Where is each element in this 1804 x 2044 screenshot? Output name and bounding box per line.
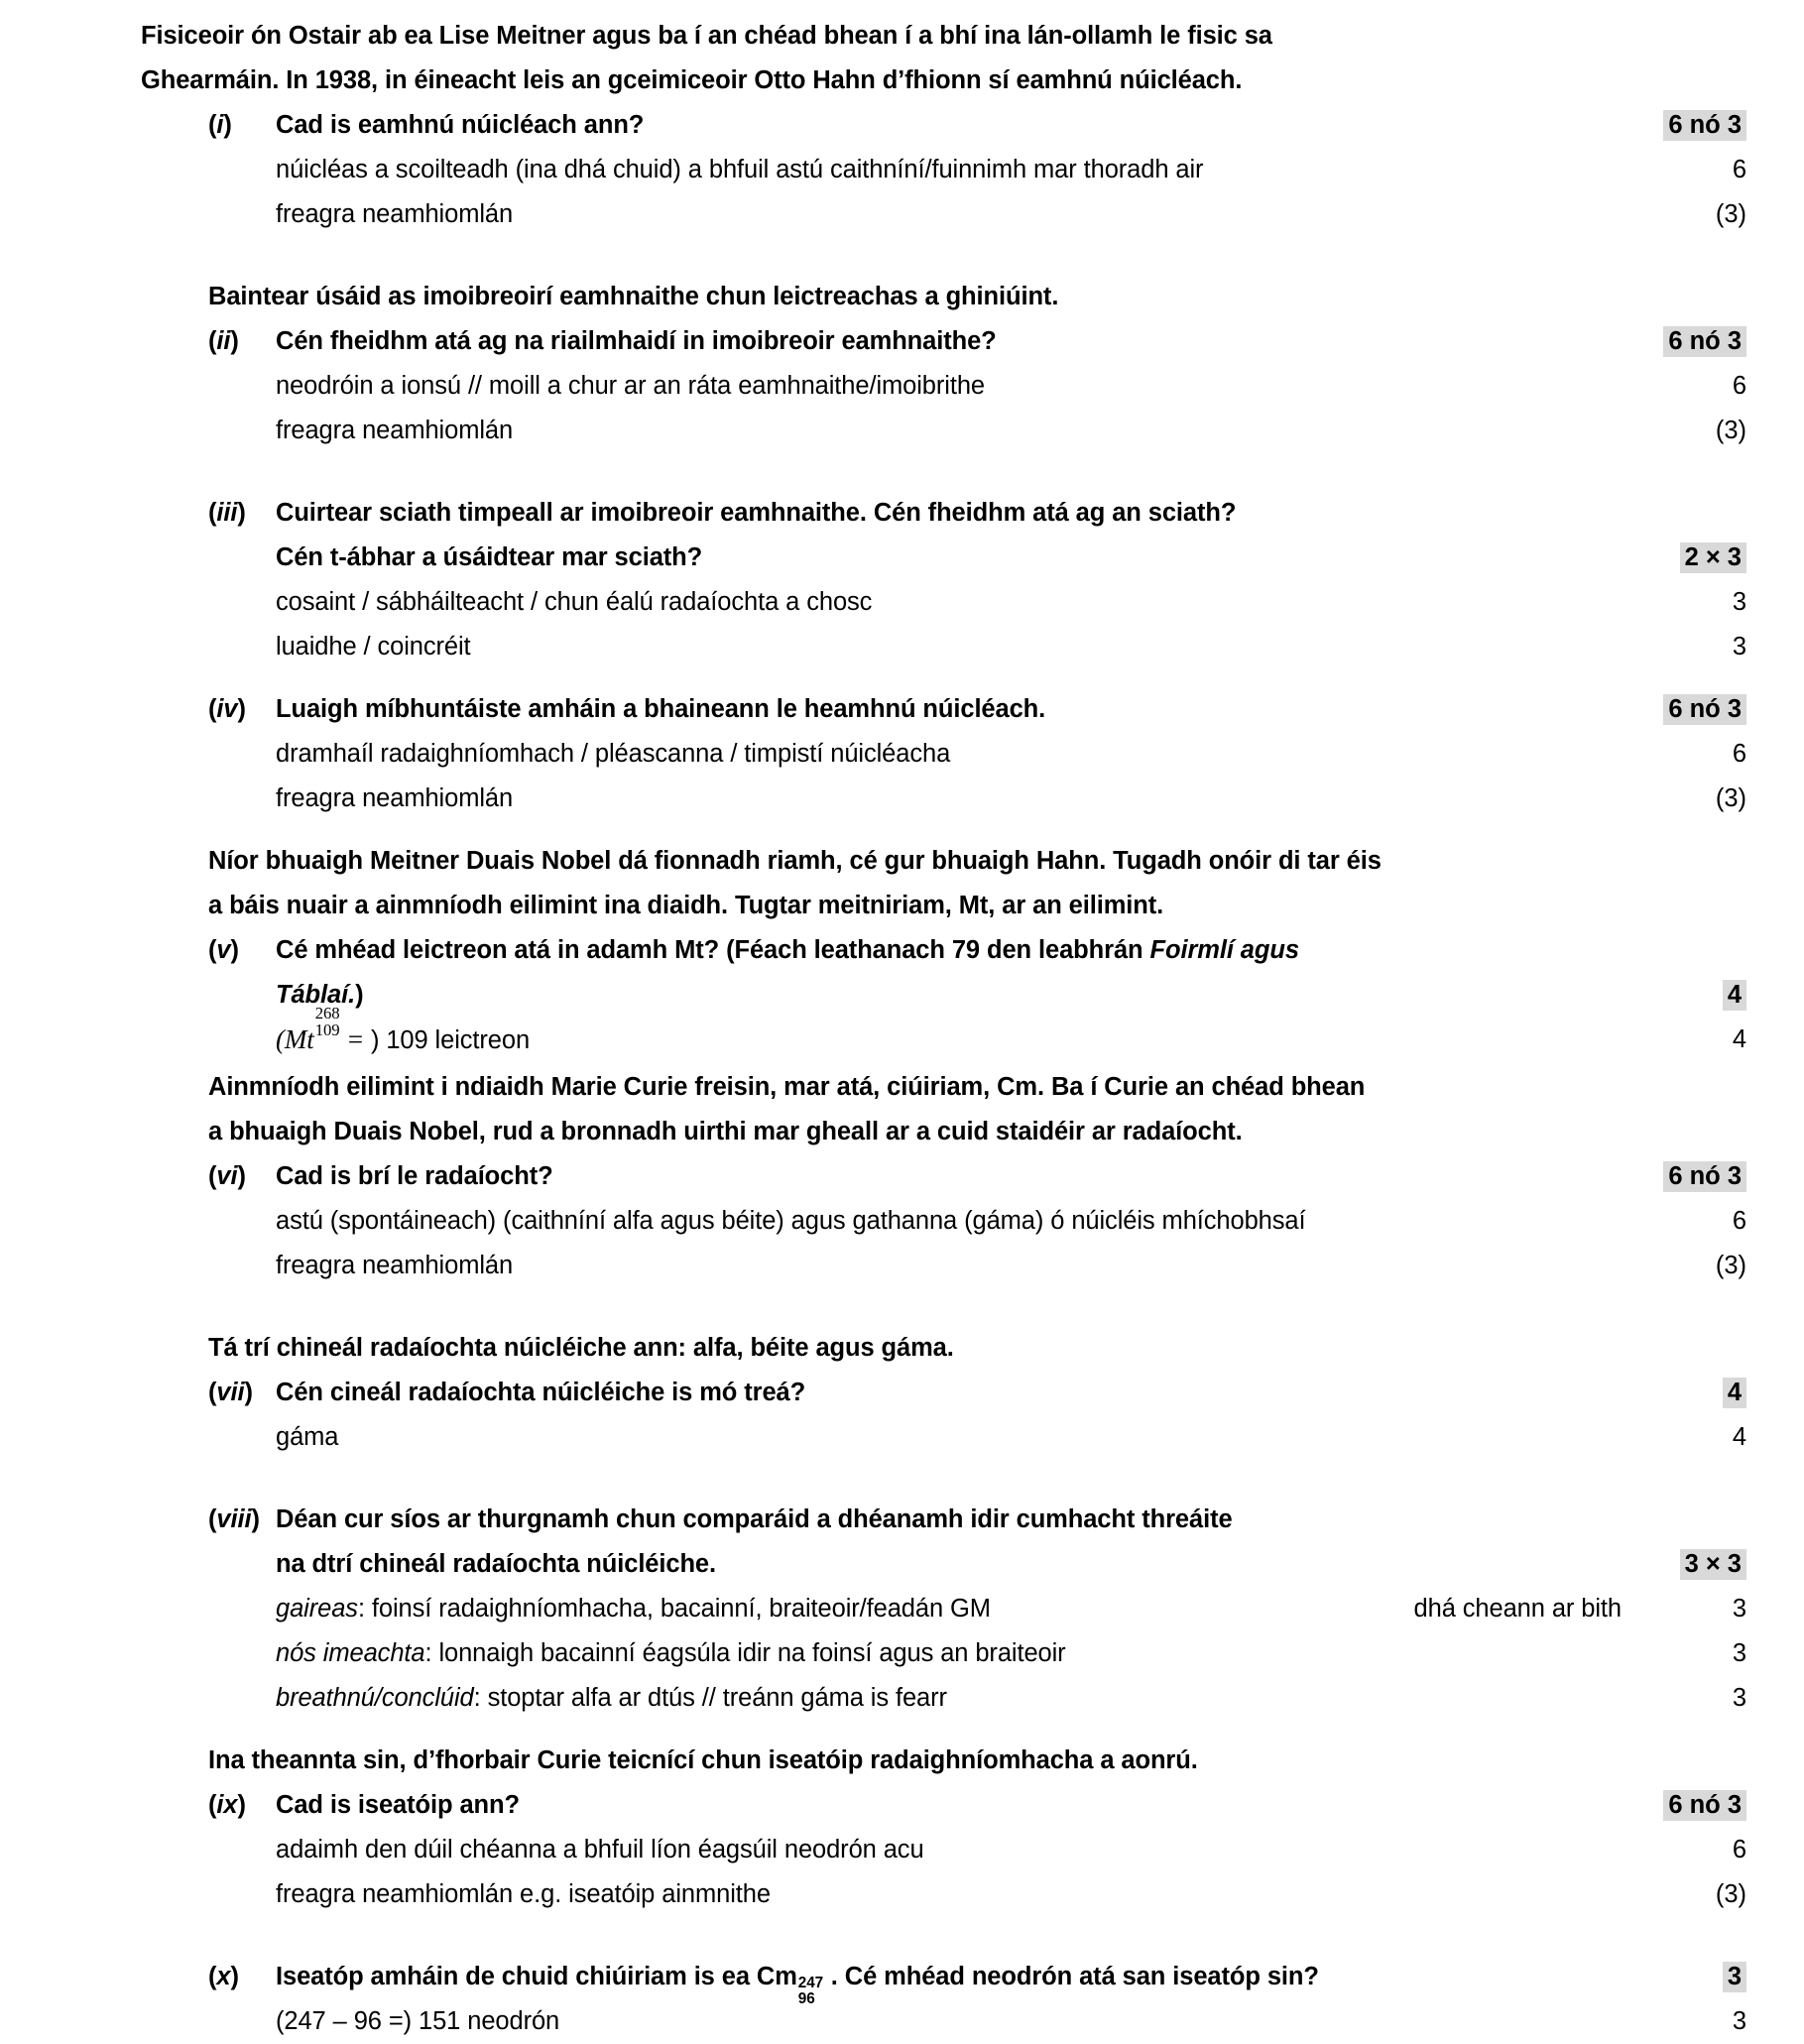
- question-iv-answer-1-mark: 6: [1732, 740, 1746, 768]
- question-viii-answer-1-text: : foinsí radaighníomhacha, bacainní, braiteoir/feadán GM: [357, 1595, 991, 1623]
- question-ix-line: [141, 1783, 1629, 1828]
- question-iv-answer-2-mark: (3): [1715, 784, 1746, 812]
- question-x-text: [276, 1955, 1629, 2008]
- question-iv-marks: [1629, 687, 1746, 821]
- question-viii-answer-2-text: : lonnaigh bacainní éagsúla idir na foinsí agus an braiteoir: [424, 1639, 1066, 1667]
- question-ii-answer-2: freagra neamhiomlán: [276, 417, 514, 444]
- question-i-line: [141, 103, 1629, 148]
- question-vii-allocation: 4: [1635, 1371, 1746, 1415]
- stem-curie: [141, 1065, 1746, 1154]
- question-iii-answer-1-mark: 3: [1732, 588, 1746, 616]
- question-viii-answer-3: [141, 1676, 1629, 1721]
- question-iv-text: Luaigh míbhuntáiste amháin a bhaineann le heamhnú núicléach.: [276, 695, 1046, 723]
- spacer: [141, 1288, 1746, 1326]
- question-v-text-2: [276, 973, 1629, 1018]
- question-v-text-2-plain: ): [355, 981, 364, 1009]
- question-viii-number-continuation: [208, 1542, 276, 1587]
- question-i: [141, 103, 1746, 237]
- question-viii-answer-3-text: : stoptar alfa ar dtús // treánn gáma is fearr: [473, 1684, 947, 1712]
- question-iii: [141, 491, 1746, 669]
- intro-marks: [1629, 14, 1746, 103]
- intro-line-2: Ghearmáin. In 1938, in éineacht leis an gceimiceoir Otto Hahn d’fhionn sí eamhnú núicléach.: [141, 66, 1243, 94]
- question-vii-line: [141, 1371, 1629, 1415]
- nuclide-numbers: [314, 1003, 340, 1065]
- question-vi-answer-1: astú (spontáineach) (caithníní alfa agus béite) agus gathanna (gáma) ó núicléis mhíchobhsaí: [276, 1207, 1306, 1235]
- question-viii-answer-3-mark: 3: [1732, 1684, 1746, 1712]
- stem-nobel: [141, 839, 1746, 928]
- question-ix: [141, 1783, 1746, 1917]
- question-v-line-1: [141, 928, 1629, 973]
- question-iii-answer-1: cosaint / sábháilteacht / chun éalú radaíochta a chosc: [276, 588, 873, 616]
- question-v-line-2: [141, 973, 1629, 1018]
- stem-isotopes: [141, 1739, 1746, 1783]
- question-v-marks: [1629, 928, 1746, 1062]
- question-iii-answer-2: luaidhe / coincréit: [276, 633, 471, 661]
- question-viii-answer-1-label: gaireas: [276, 1595, 358, 1623]
- question-viii-text-1: Déan cur síos ar thurgnamh chun comparáid a dhéanamh idir cumhacht threáite: [276, 1505, 1233, 1533]
- question-iv-line: [141, 687, 1629, 732]
- stem-three-types-marks: [1629, 1326, 1746, 1371]
- question-vi-line: [141, 1154, 1629, 1199]
- question-iii-marks: [1629, 491, 1746, 669]
- question-ix-text: Cad is iseatóip ann?: [276, 1791, 520, 1819]
- spacer: [141, 821, 1746, 839]
- stem-reactors: [141, 275, 1746, 319]
- question-vi-number: (vi): [208, 1162, 246, 1190]
- question-v-number-continuation: [208, 973, 276, 1018]
- question-iii-line-2: [141, 536, 1629, 580]
- question-vi-allocation: 6 nó 3: [1635, 1154, 1746, 1199]
- question-v-answer-suffix: ) 109 leictreon: [370, 1026, 531, 1054]
- intro-paragraph: [141, 14, 1746, 103]
- question-ii: [141, 319, 1746, 453]
- question-ix-allocation: 6 nó 3: [1635, 1783, 1746, 1828]
- question-iv-answer-2: freagra neamhiomlán: [276, 784, 514, 812]
- question-viii: [141, 1498, 1746, 1721]
- question-v-allocation: 4: [1635, 973, 1746, 1018]
- question-x-text-b: . Cé mhéad neodrón atá san iseatóp sin?: [830, 1963, 1319, 1990]
- stem-curie-line-2: a bhuaigh Duais Nobel, rud a bronnadh uirthi mar gheall ar a cuid staidéir ar radaíocht.: [208, 1118, 1243, 1145]
- question-ii-answer-1: neodróin a ionsú // moill a chur ar an ráta eamhnaithe/imoibrithe: [276, 372, 985, 400]
- question-ii-answer-2-mark: (3): [1715, 417, 1746, 444]
- stem-isotopes-text: Ina theannta sin, d’fhorbair Curie teicnící chun iseatóip radaighníomhacha a aonrú.: [208, 1746, 1198, 1774]
- question-ix-answer-2-mark: (3): [1715, 1880, 1746, 1908]
- question-ii-answer-1-mark: 6: [1732, 372, 1746, 400]
- question-i-text: Cad is eamhnú núicléach ann?: [276, 111, 645, 139]
- question-ii-marks: [1629, 319, 1746, 453]
- stem-reactors-marks: [1629, 275, 1746, 319]
- spacer: [141, 1917, 1746, 1955]
- spacer: [141, 669, 1746, 687]
- stem-nobel-marks: [1629, 839, 1746, 928]
- question-iii-text-1: Cuirtear sciath timpeall ar imoibreoir eamhnaithe. Cén fheidhm atá ag an sciath?: [276, 499, 1237, 527]
- question-vi-marks: [1629, 1154, 1746, 1288]
- stem-nobel-line-2: a báis nuair a ainmníodh eilimint ina diaidh. Tugtar meitniriam, Mt, ar an eilimint.: [208, 892, 1164, 919]
- intro-line-1: Fisiceoir ón Ostair ab ea Lise Meitner agus ba í an chéad bhean í a bhí ina lán-ollamh le fisic sa: [141, 22, 1272, 50]
- question-vii: [141, 1371, 1746, 1460]
- question-vii-answer-1-mark: 4: [1732, 1423, 1746, 1451]
- question-vi-answer-1-mark: 6: [1732, 1207, 1746, 1235]
- question-ix-number: (ix): [208, 1791, 246, 1819]
- question-i-allocation: 6 nó 3: [1635, 103, 1746, 148]
- question-i-answer-2-mark: (3): [1715, 200, 1746, 228]
- question-i-answer-1: núicléas a scoilteadh (ina dhá chuid) a bhfuil astú caithníní/fuinnimh mar thoradh air: [276, 156, 1204, 183]
- spacer: [141, 453, 1746, 491]
- question-x-marks: [1629, 1955, 1746, 2044]
- question-ix-answer-1-mark: 6: [1732, 1836, 1746, 1864]
- question-v-number: (v): [208, 936, 239, 964]
- question-viii-answer-3-label: breathnú/conclúid: [276, 1684, 474, 1712]
- stem-three-types: [141, 1326, 1746, 1371]
- mass-number: 268: [314, 1003, 340, 1022]
- question-iv: [141, 687, 1746, 821]
- question-viii-allocation: 3 × 3: [1635, 1542, 1746, 1587]
- stem-nobel-line-1: Níor bhuaigh Meitner Duais Nobel dá fionnadh riamh, cé gur bhuaigh Hahn. Tugadh onóir di tar éis: [208, 847, 1382, 875]
- mass-number: 247: [797, 1974, 824, 1991]
- question-iii-answer-2-mark: 3: [1732, 633, 1746, 661]
- question-x-answer-1-mark: 3: [1732, 2007, 1746, 2035]
- question-i-marks: [1629, 103, 1746, 237]
- question-ii-text: Cén fheidhm atá ag na riailmhaidí in imoibreoir eamhnaithe?: [276, 327, 997, 355]
- question-iv-answer-1: dramhaíl radaighníomhach / pléascanna / timpistí núicléacha: [276, 740, 951, 768]
- question-iii-allocation: 2 × 3: [1635, 536, 1746, 580]
- question-i-answer-1-mark: 6: [1732, 156, 1746, 183]
- question-ii-line: [141, 319, 1629, 364]
- question-vi: [141, 1154, 1746, 1288]
- question-viii-answer-1-mark: 3: [1732, 1595, 1746, 1623]
- question-vi-answer-2: freagra neamhiomlán: [276, 1252, 514, 1279]
- spacer: [141, 1460, 1746, 1498]
- question-vii-text: Cén cineál radaíochta núicléiche is mó treá?: [276, 1379, 806, 1406]
- nuclide-notation-mt: (Mt 268 109 =: [276, 1024, 371, 1054]
- question-iii-line-1: [141, 491, 1629, 536]
- question-ix-answer-2: freagra neamhiomlán e.g. iseatóip ainmnithe: [276, 1880, 771, 1908]
- question-viii-answer-1-note: dhá cheann ar bith: [1413, 1595, 1622, 1623]
- question-viii-answer-1: [141, 1587, 1629, 1631]
- question-vii-marks: [1629, 1371, 1746, 1460]
- question-viii-answer-1-body: [276, 1587, 991, 1631]
- question-viii-answer-2-label: nós imeachta: [276, 1639, 425, 1667]
- question-viii-number: (viii): [208, 1505, 260, 1533]
- question-ii-number: (ii): [208, 327, 239, 355]
- question-ix-answer-1: adaimh den dúil chéanna a bhfuil líon éagsúil neodrón acu: [276, 1836, 924, 1864]
- question-viii-line-2: [141, 1542, 1629, 1587]
- question-i-answer-2: freagra neamhiomlán: [276, 200, 514, 228]
- stem-curie-line-1: Ainmníodh eilimint i ndiaidh Marie Curie freisin, mar atá, ciúiriam, Cm. Ba í Curie an chéad bhean: [208, 1073, 1366, 1101]
- question-iii-text-2: Cén t-ábhar a úsáidtear mar sciath?: [276, 543, 703, 571]
- question-v-answer-1-mark: 4: [1732, 1025, 1746, 1053]
- question-x-allocation: 3: [1635, 1955, 1746, 1999]
- question-x-answer-1: (247 – 96 =) 151 neodrón: [276, 2007, 560, 2035]
- question-i-number: (i): [208, 111, 232, 139]
- question-v-booklet-title-a: Foirmlí agus: [1149, 936, 1299, 964]
- question-vii-number: (vii): [208, 1379, 253, 1406]
- question-v-answer-1: [141, 1003, 1629, 1065]
- question-x-line: [141, 1955, 1629, 2008]
- question-viii-marks: [1629, 1498, 1746, 1721]
- question-viii-answer-2-mark: 3: [1732, 1639, 1746, 1667]
- atomic-number: 96: [797, 1990, 815, 2008]
- question-x: [141, 1955, 1746, 2044]
- question-vii-answer-1: gáma: [276, 1423, 339, 1451]
- stem-three-types-text: Tá trí chineál radaíochta núicléiche ann: alfa, béite agus gáma.: [208, 1334, 954, 1362]
- atomic-number: 109: [314, 1020, 340, 1039]
- question-x-text-a: Iseatóp amháin de chuid chiúiriam is ea Cm: [276, 1963, 797, 1990]
- question-iv-number: (iv): [208, 695, 246, 723]
- nuclide-symbol: Mt: [284, 1024, 314, 1054]
- question-v: [141, 928, 1746, 1065]
- question-v-text-1-plain: Cé mhéad leictreon atá in adamh Mt? (Féach leathanach 79 den leabhrán: [276, 936, 1150, 964]
- question-x-number: (x): [208, 1963, 239, 1990]
- stem-curie-marks: [1629, 1065, 1746, 1154]
- question-v-booklet-title-b: Táblaí.: [276, 981, 356, 1009]
- question-viii-line-1: [141, 1498, 1629, 1542]
- spacer: [141, 1721, 1746, 1739]
- question-v-text-1: [276, 928, 1629, 973]
- question-vi-text: Cad is brí le radaíocht?: [276, 1162, 553, 1190]
- question-ii-allocation: 6 nó 3: [1635, 319, 1746, 364]
- question-viii-answer-2: [141, 1631, 1629, 1676]
- stem-reactors-text: Baintear úsáid as imoibreoirí eamhnaithe chun leictreachas a ghiniúint.: [208, 283, 1059, 310]
- question-ix-marks: [1629, 1783, 1746, 1917]
- question-vi-answer-2-mark: (3): [1715, 1252, 1746, 1279]
- question-viii-text-2: na dtrí chineál radaíochta núicléiche.: [276, 1550, 716, 1578]
- question-iii-number: (iii): [208, 499, 246, 527]
- stem-isotopes-marks: [1629, 1739, 1746, 1783]
- question-iii-number-continuation: [208, 536, 276, 580]
- spacer: [141, 237, 1746, 275]
- question-iv-allocation: 6 nó 3: [1635, 687, 1746, 732]
